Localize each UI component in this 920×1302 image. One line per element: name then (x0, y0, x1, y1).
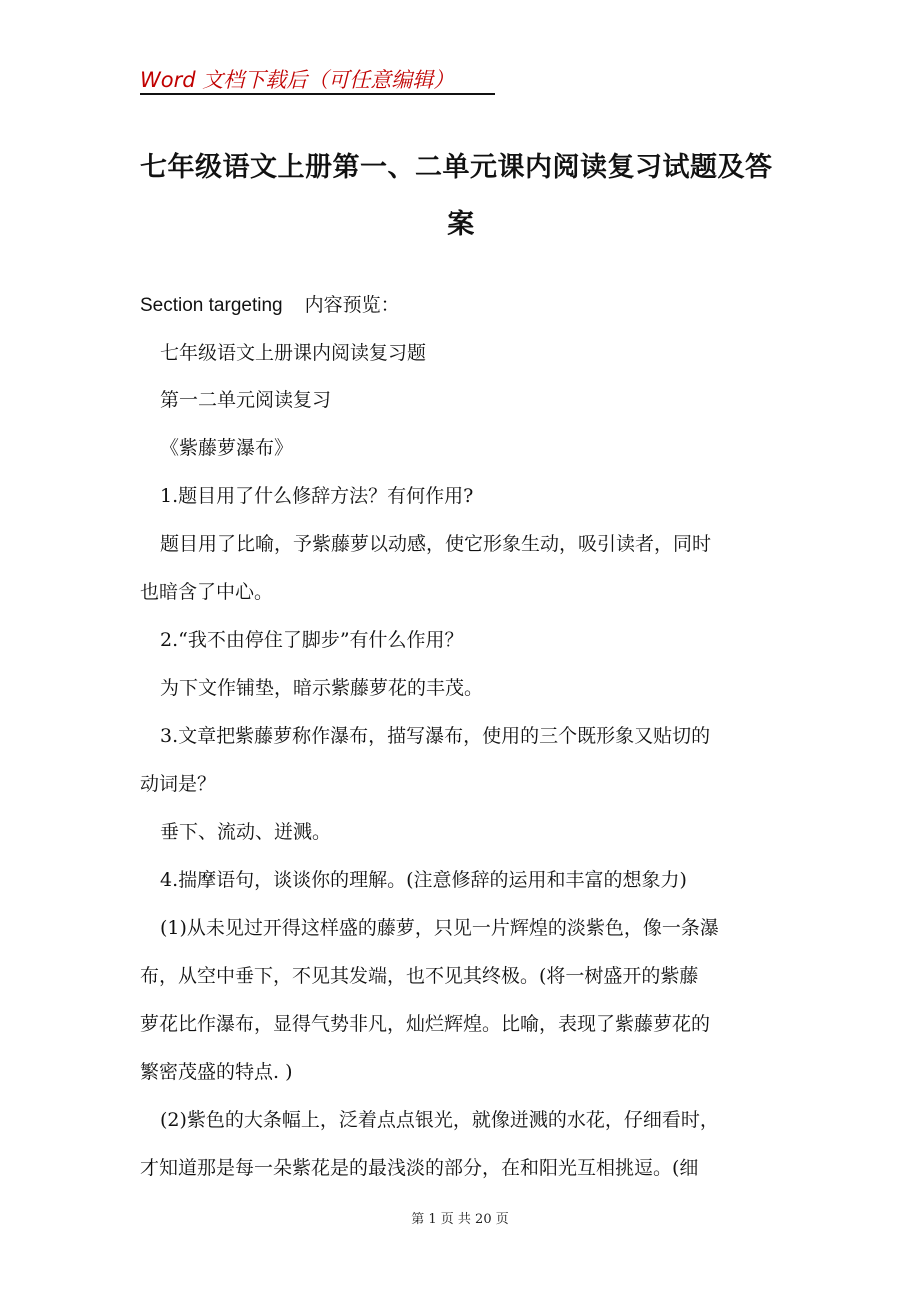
analysis-line: 布，从空中垂下，不见其发端，也不见其终极。(将一树盛开的紫藤 (140, 965, 699, 987)
analysis-line: 繁密茂盛的特点. ) (140, 1061, 293, 1083)
answer-line: 也暗含了中心。 (140, 581, 274, 603)
analysis-line: 萝花比作瀑布，显得气势非凡，灿烂辉煌。比喻，表现了紫藤萝花的 (140, 1013, 711, 1035)
question-line: 2.“我不由停住了脚步”有什么作用？ (160, 629, 464, 651)
analysis-line: 才知道那是每一朵紫花是的最浅淡的部分，在和阳光互相挑逗。(细 (140, 1157, 699, 1179)
section-label: Section targeting (140, 295, 283, 316)
document-title-line-2: 案 (447, 209, 475, 240)
question-line: 动词是？ (140, 773, 217, 795)
document-title-line-1: 七年级语文上册第一、二单元课内阅读复习试题及答 (140, 152, 773, 183)
body-line: 《紫藤萝瀑布》 (160, 437, 294, 459)
analysis-line: (1)从未见过开得这样盛的藤萝，只见一片辉煌的淡紫色，像一条瀑 (160, 917, 719, 939)
header-download-link[interactable]: Word 文档下载后（可任意编辑） (140, 68, 455, 92)
answer-line: 为下文作铺垫，暗示紫藤萝花的丰茂。 (160, 677, 484, 699)
answer-line: 垂下、流动、迸溅。 (160, 821, 332, 843)
section-preview-label: 内容预览： (304, 294, 400, 316)
answer-line: 题目用了比喻，予紫藤萝以动感，使它形象生动，吸引读者，同时 (160, 533, 712, 555)
question-line: 4.揣摩语句，谈谈你的理解。(注意修辞的运用和丰富的想象力) (160, 869, 687, 891)
body-line: 七年级语文上册课内阅读复习题 (160, 342, 427, 364)
page-number-footer: 第 1 页 共 20 页 (411, 1212, 509, 1227)
section-heading (140, 291, 400, 320)
header-underline (140, 93, 495, 95)
analysis-line: (2)紫色的大条幅上，泛着点点银光，就像迸溅的水花，仔细看时， (160, 1109, 719, 1131)
body-line: 第一二单元阅读复习 (160, 389, 332, 411)
question-line: 1.题目用了什么修辞方法？有何作用? (160, 485, 474, 507)
question-line: 3.文章把紫藤萝称作瀑布，描写瀑布，使用的三个既形象又贴切的 (160, 725, 711, 747)
